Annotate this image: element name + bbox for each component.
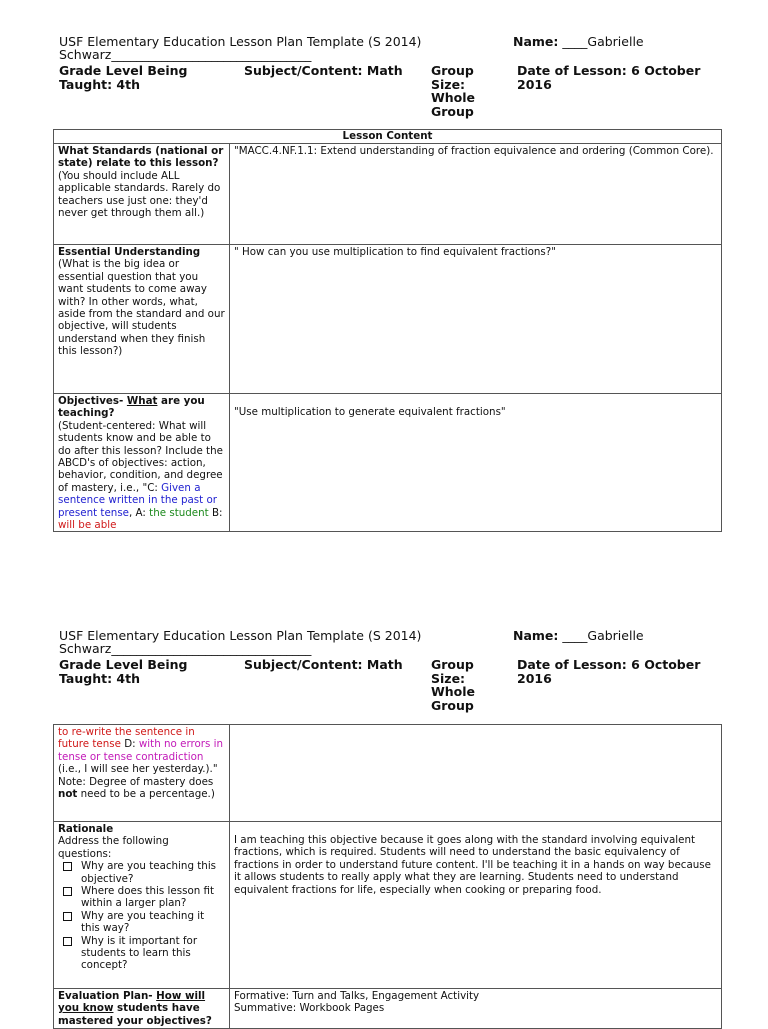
name-value: ____Gabrielle	[562, 628, 644, 643]
checkbox-item: Why are you teaching this objective?	[58, 860, 225, 885]
evaluation-label: Evaluation Plan- How will you know students have mastered your objectives?	[58, 990, 212, 1027]
grade-level: Grade Level Being Taught: 4th	[59, 657, 188, 686]
checkbox-item: Why are you teaching it this way?	[58, 910, 225, 935]
objectives-label: Objectives- What are you teaching?	[58, 395, 205, 420]
objectives-continued-content	[230, 725, 722, 822]
objectives-note: (Student-centered: What will students know and be able to do after this lesson? Include the ABCD's of objectives: action, behavior, condition, and degree of mastery, i.e., "C: Given a sentence written in the past or present tense, A: the student B: will be able	[58, 419, 223, 532]
page1-header	[59, 34, 739, 122]
standards-content: "MACC.4.NF.1.1: Extend understanding of fraction equivalence and ordering (Common Core).	[230, 144, 722, 245]
lesson-date: Date of Lesson: 6 October 2016	[517, 657, 701, 686]
grade-level: Grade Level Being Taught: 4th	[59, 63, 188, 92]
objectives-continued-row	[54, 725, 722, 822]
name-label: Name:	[513, 34, 559, 49]
standards-note: (You should include ALL applicable standards. Rarely do teachers use just one: they'd never get through them all.)	[58, 169, 221, 220]
objectives-continued-note: to re-write the sentence in future tense D: with no errors in tense or tense contradiction (i.e., I will see her yesterday.)." Note: Degree of mastery does not need to be a percentage.)	[58, 726, 224, 801]
name-continued: Schwarz________________________________	[59, 47, 312, 62]
group-size: Group Size: Whole Group	[431, 657, 476, 713]
rationale-intro: Address the following questions:	[58, 835, 169, 860]
page2-header	[59, 628, 739, 716]
lesson-content-table	[53, 129, 722, 532]
subject-content: Subject/Content: Math	[244, 657, 403, 672]
checkbox-item: Where does this lesson fit within a larger plan?	[58, 885, 225, 910]
name-continued: Schwarz________________________________	[59, 641, 312, 656]
template-title: USF Elementary Education Lesson Plan Template (S 2014)	[59, 34, 422, 49]
evaluation-row	[54, 989, 722, 1029]
name-value: ____Gabrielle	[562, 34, 644, 49]
rationale-content: I am teaching this objective because it goes along with the standard involving equivalent fractions, which is required. Students will need to understand the basic equivalency of fractions in order to understand future content. I'll be teaching it in a hands on way because it allows students to really apply what they are learning. Students need to understand equivalent fractions for life, especially when cooking or preparing food.	[230, 822, 722, 989]
essential-note: (What is the big idea or essential question that you want students to come away with? In other words, what, aside from the standard and our objective, will students understand when they finish this lesson?)	[58, 258, 225, 358]
table-title: Lesson Content	[54, 130, 722, 144]
rationale-row	[54, 822, 722, 989]
essential-row	[54, 245, 722, 394]
checkbox-item: Why is it important for students to learn this concept?	[58, 935, 225, 972]
name-label: Name:	[513, 628, 559, 643]
lesson-date: Date of Lesson: 6 October 2016	[517, 63, 701, 92]
subject-content: Subject/Content: Math	[244, 63, 403, 78]
template-title: USF Elementary Education Lesson Plan Template (S 2014)	[59, 628, 422, 643]
objectives-content: "Use multiplication to generate equivalent fractions"	[230, 394, 722, 532]
objectives-row	[54, 394, 722, 532]
standards-label: What Standards (national or state) relate to this lesson?	[58, 145, 224, 170]
rationale-label: Rationale	[58, 823, 114, 835]
rationale-questions	[58, 860, 225, 972]
essential-content: " How can you use multiplication to find equivalent fractions?"	[230, 245, 722, 394]
essential-label: Essential Understanding	[58, 246, 201, 258]
group-size: Group Size: Whole Group	[431, 63, 476, 119]
summative-assessment: Summative: Workbook Pages	[234, 1002, 385, 1015]
formative-assessment: Formative: Turn and Talks, Engagement Activity	[234, 990, 480, 1002]
lesson-content-table-continued	[53, 724, 722, 1029]
standards-row	[54, 144, 722, 245]
